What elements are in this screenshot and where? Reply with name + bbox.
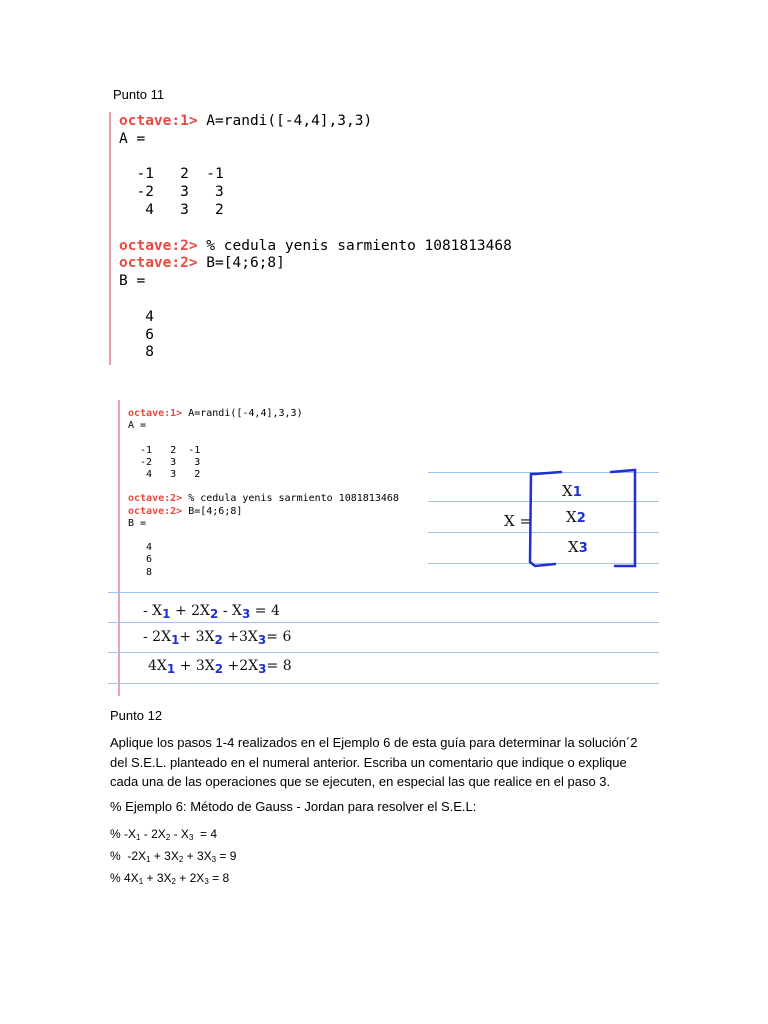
terminal-thumb-line — [128, 445, 200, 457]
terminal-thumb-text: B = — [128, 517, 147, 529]
terminal-thumb-text: B=[4;6;8] — [182, 505, 243, 517]
equation-term: % -2X — [110, 849, 147, 863]
vector-entry-base: X — [568, 538, 579, 556]
terminal-text: -1 2 -1 — [119, 166, 224, 183]
terminal-text: -2 3 3 — [119, 184, 224, 201]
notebook-rule-line — [108, 622, 659, 623]
equation-term: + 3X — [150, 849, 179, 863]
terminal-line — [119, 130, 145, 148]
terminal-line — [119, 237, 512, 255]
vector-entry-index: 3 — [578, 541, 588, 556]
equation-term: % -X — [110, 827, 137, 841]
equation-term: + 2X — [175, 871, 205, 885]
equation-term: +2X — [223, 658, 259, 674]
terminal-line — [119, 326, 154, 344]
terminal-prompt: octave:1> — [119, 113, 198, 129]
terminal-text: A=randi([-4,4],3,3) — [197, 113, 373, 129]
vector-entry — [562, 482, 582, 500]
terminal-text: B = — [119, 273, 146, 290]
terminal-line — [119, 254, 285, 272]
handwritten-equation — [143, 629, 291, 647]
equation-term: - X — [218, 603, 242, 619]
terminal-text: 8 — [119, 344, 154, 361]
terminal-text: B=[4;6;8] — [197, 255, 285, 272]
equation-term: = 4 — [250, 603, 280, 619]
terminal-text: A = — [119, 130, 146, 147]
equation-term: + 2X — [170, 603, 211, 619]
terminal-thumb-text: % cedula yenis sarmiento 1081813468 — [182, 493, 399, 505]
handwritten-equation — [148, 658, 292, 676]
equation-subscript: 3 — [204, 877, 209, 886]
equation-term: % 4X — [110, 871, 139, 885]
equation-subscript: 3 — [211, 855, 217, 864]
terminal-thumb-text: 6 — [128, 554, 153, 566]
equation-subscript: 2 — [210, 607, 219, 621]
terminal-thumb-text: -2 3 3 — [128, 456, 201, 468]
terminal-text: 4 — [119, 308, 154, 325]
equation-subscript: 3 — [257, 633, 267, 647]
equation-subscript: 3 — [188, 833, 194, 842]
terminal-thumb-text: 8 — [128, 566, 153, 578]
terminal-thumb-line — [128, 554, 152, 566]
terminal-thumb-text: -1 2 -1 — [128, 444, 201, 456]
equation-subscript: 1 — [171, 633, 180, 647]
example-equations — [110, 825, 236, 891]
vector-entry — [568, 538, 588, 556]
vector-entry-index: 2 — [576, 511, 586, 526]
equation-subscript: 2 — [214, 633, 223, 647]
terminal-thumb-prompt: octave:2> — [128, 493, 183, 505]
terminal-thumb-line — [128, 408, 303, 420]
terminal-thumb-line — [128, 506, 242, 518]
equation-subscript: 2 — [178, 855, 184, 864]
example-equation — [110, 869, 236, 891]
vector-entry-base: X — [562, 482, 573, 500]
terminal-text: 4 3 2 — [119, 202, 224, 218]
equation-subscript: 2 — [171, 877, 176, 886]
equation-term: 4X — [148, 658, 167, 674]
equation-term: = 4 — [193, 827, 218, 841]
equation-subscript: 3 — [242, 607, 251, 621]
terminal-line — [119, 201, 224, 219]
equation-term: + 3X — [143, 871, 172, 885]
terminal-thumb-text: A = — [128, 420, 147, 432]
punto-12-paragraph: Aplique los pasos 1-4 realizados en el Ejemplo 6 de esta guía para determinar la solución´2 del S.E.L. planteado en el numeral anterior. Escriba un comentario que indique o explique cada una de las operaciones que se ejecuten, en especial las que realice en el paso 3. — [110, 735, 638, 789]
terminal-thumb-line — [128, 542, 152, 554]
vector-entry-index: 1 — [572, 485, 582, 500]
terminal-text: 6 — [119, 326, 154, 343]
equation-term: = 8 — [208, 871, 230, 885]
equation-subscript: 1 — [166, 662, 176, 676]
terminal-line — [119, 112, 372, 130]
octave-terminal-screenshot — [109, 112, 531, 365]
vector-entry — [566, 508, 586, 526]
equation-subscript: 1 — [146, 855, 151, 864]
terminal-line — [119, 165, 224, 183]
handwritten-equation — [143, 603, 280, 621]
notebook-rule-line — [108, 652, 659, 653]
example-equation — [110, 825, 236, 847]
equation-subscript: 1 — [136, 833, 141, 842]
terminal-line — [119, 183, 224, 201]
vector-entry-base: X — [566, 508, 577, 526]
terminal-line — [119, 272, 145, 290]
equation-term: - X — [170, 827, 189, 841]
equation-term: +3X — [222, 629, 258, 645]
terminal-thumb-line — [128, 518, 146, 530]
equation-term: - 2X — [143, 629, 172, 645]
equation-term: - 2X — [140, 827, 166, 841]
vector-label: X = — [504, 512, 533, 530]
terminal-thumb-text: 4 — [128, 542, 153, 554]
equation-term: + 3X — [179, 629, 215, 645]
equation-subscript: 1 — [162, 607, 171, 621]
equation-subscript: 1 — [138, 877, 144, 886]
terminal-thumb-line — [128, 469, 200, 481]
notebook-rule-line — [108, 592, 659, 593]
terminal-thumb-text: A=randi([-4,4],3,3) — [182, 408, 303, 419]
example-6-title: % Ejemplo 6: Método de Gauss - Jordan para resolver el S.E.L: — [110, 799, 477, 814]
terminal-prompt: octave:2> — [119, 255, 198, 272]
terminal-thumb-line — [128, 567, 152, 579]
punto-11-title: Punto 11 — [113, 87, 165, 102]
terminal-thumb-line — [128, 457, 200, 469]
equation-subscript: 3 — [258, 662, 267, 676]
terminal-line — [119, 308, 154, 326]
equation-term: = 8 — [266, 658, 292, 674]
terminal-thumb-prompt: octave:2> — [128, 505, 183, 517]
equation-term: = 9 — [216, 849, 237, 863]
terminal-line — [119, 343, 154, 361]
equation-subscript: 2 — [165, 833, 171, 842]
terminal-thumb-prompt: octave:1> — [128, 408, 183, 419]
equation-term: - X — [143, 603, 163, 619]
equation-subscript: 2 — [214, 662, 224, 676]
punto-12-title: Punto 12 — [110, 708, 163, 723]
notebook-rule-line — [108, 683, 659, 684]
terminal-thumb-line — [128, 420, 146, 432]
equation-term: + 3X — [183, 849, 212, 863]
terminal-prompt: octave:2> — [119, 237, 198, 254]
terminal-thumb-line — [128, 493, 399, 505]
equation-term: = 6 — [266, 629, 292, 645]
notebook-image — [108, 400, 659, 696]
terminal-text: % cedula yenis sarmiento 1081813468 — [197, 237, 512, 254]
terminal-thumb-text: 4 3 2 — [128, 469, 201, 480]
example-equation — [110, 847, 236, 869]
equation-term: + 3X — [175, 658, 215, 674]
